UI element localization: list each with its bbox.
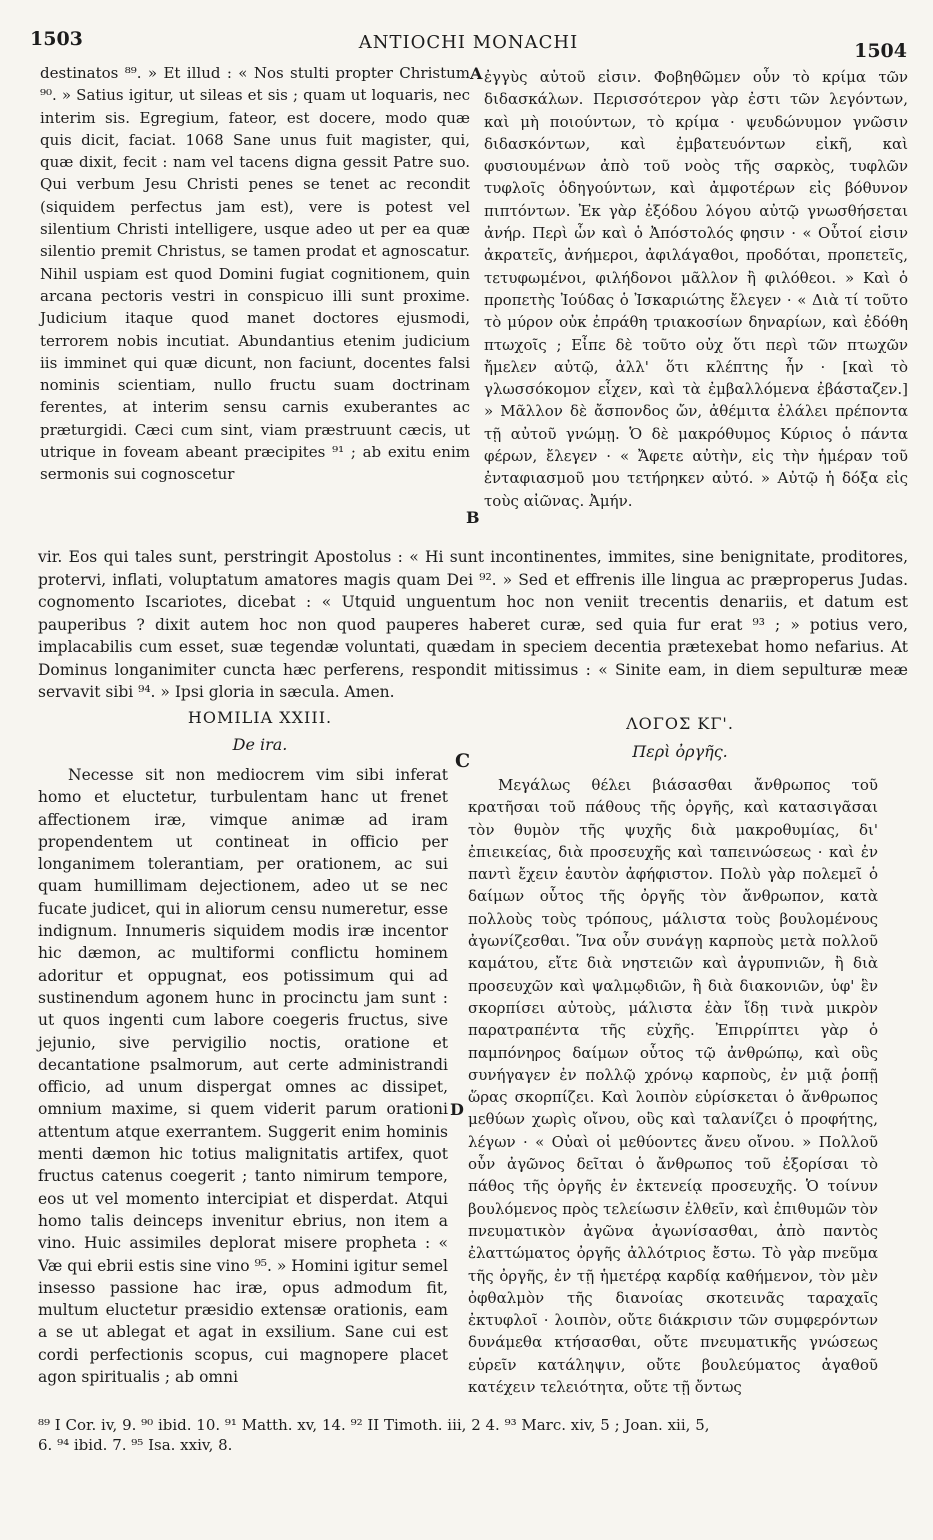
footnote-line-1: ⁸⁹ I Cor. iv, 9. ⁹⁰ ibid. 10. ⁹¹ Matth. xv, 14. ⁹² II Timoth. iii, 2 4. ⁹³ Marc. xiv, 5 ; Joan. xii, 5, [38, 1416, 710, 1434]
latin-bottom-text: Necesse sit non mediocrem vim sibi inferat homo et eluctetur, turbulentam hanc ut frenet affectionem iræ, vimque animæ ad iram propendentem ut contineat in officio per longanimem tolerantiam, per orationem, ac sui quam humillimam dejectionem, adeo ut se nec fucate judicet, qui in aliorum censu numeretur, esse indignum. Innumeris siquidem modis iræ incentor hic dæmon, ac multiformi conflictu hominem adoritur et oppugnat, eos potissimum qui ad sustinendum agonem hunc in procinctu jam sunt : ut quos ingenti cum labore coegeris fructus, sive jejunio, sive pervigilio noctis, oratione et decantatione psalmorum, aut certe administrandi officio, ad unum dispergat omnes ac dissipet, omnium maxime, si quem viderit parum orationi attentum atque exerrantem. Suggerit enim hominis menti dæmon hic totius malignitatis artifex, quot fructus catenus coegerit ; tanto nimirum tempore, eos ut vel momento intercipiat et disperdat. Atqui homo talis deinceps invenitur ebrius, non item a vino. Huic assimiles deplorat misere propheta : « Væ qui ebrii estis sine vino ⁹⁵. » Homini igitur semel insesso passione hac iræ, opus admodum fit, multum eluctetur præsidio extensæ orationis, eam a se ut ablegat et agat in exsilium. Sane cui est cordi perfectionis scopus, cui magnopere placet agon spiritualis ; ab omni [38, 766, 448, 1387]
margin-marker-c: C [455, 750, 471, 772]
homily-title: HOMILIA XXIII. [187, 708, 333, 727]
homily-subtitle: De ira. [232, 735, 288, 754]
logos-subtitle: Περὶ ὀργῆς. [632, 742, 728, 761]
page-number-left: 1503 [30, 28, 83, 50]
latin-column-bottom [38, 764, 448, 1388]
footnotes [38, 1415, 908, 1455]
greek-column-bottom [468, 774, 878, 1398]
greek-column-top [484, 66, 908, 512]
page-number-right: 1504 [854, 40, 907, 62]
latin-full-width [38, 546, 908, 704]
margin-marker-d: D [450, 1100, 464, 1119]
running-title: ANTIOCHI MONACHI [358, 32, 579, 53]
margin-marker-a: A [470, 64, 483, 83]
latin-column-top [40, 62, 470, 486]
latin-top-text: destinatos ⁸⁹. » Et illud : « Nos stulti propter Christum ⁹⁰. » Satius igitur, ut sileas et sis ; quam ut loquaris, nec interim sis. Egregium, fateor, est docere, modo quæ quis dicit, faciat. 1068 Sane unus fuit magister, qui, quæ dixit, fecit : nam vel tacens digna gessit Patre suo. Qui verbum Jesu Christi penes se tenet ac recondit (siquidem perfectus jam est), vere is potest vel silentium Christi intelligere, usque adeo ut per ea quæ silentio premit Christus, se tamen prodat et agnoscatur. Nihil uspiam est quod Domini fugiat cognitionem, quin arcana pectoris vestri in conspicuo illi sunt proxime. Judicium itaque quod manet doctores ejusmodi, terrorem nobis incutiat. Abundantius etenim judicium iis imminet qui quæ dicunt, non faciunt, docentes falsi nominis scientiam, nullo fructu suam doctrinam ferentes, at interim sensu carnis exuberantes ac præturgidi. Cæci cum sint, viam præstruunt cæcis, ut utrique in foveam abeant præcipites ⁹¹ ; ab exitu enim sermonis sui cognoscetur [40, 64, 470, 484]
greek-top-text: ἐγγὺς αὐτοῦ εἰσιν. Φοβηθῶμεν οὖν τὸ κρίμα τῶν διδασκάλων. Περισσότερον γὰρ ἐστι τῶν λεγόντων, καὶ μὴ ποιούντων, τὸ κρίμα · ψευδώνυμον γνῶσιν διδασκόντων, καὶ ἐμβατευόντων εἰκῆ, καὶ φυσιουμένων ἀπὸ τοῦ νοὸς τῆς σαρκὸς, τυφλῶν τυφλοῖς ὁδηγούντων, καὶ ἀμφοτέρων εἰς βόθυνον πιπτόντων. Ἐκ γὰρ ἐξόδου λόγου αὐτῷ γνωσθήσεται ἀνήρ. Περὶ ὧν καὶ ὁ Ἀπόστολός φησιν · « Οὗτοί εἰσιν ἀκρατεῖς, ἀνήμεροι, ἀφιλάγαθοι, προδόται, προπετεῖς, τετυφωμένοι, φιλήδονοι μᾶλλον ἢ φιλόθεοι. » Καὶ ὁ προπετὴς Ἰούδας ὁ Ἰσκαριώτης ἔλεγεν · « Διὰ τί τοῦτο τὸ μύρον οὐκ ἐπράθη τριακοσίων δηναρίων, καὶ ἐδόθη πτωχοῖς ; Εἶπε δὲ τοῦτο οὐχ ὅτι περὶ τῶν πτωχῶν ἤμελεν αὐτῷ, ἀλλ' ὅτι κλέπτης ἦν · [καὶ τὸ γλωσσόκομον εἶχεν, καὶ τὰ ἐμβαλλόμενα ἐβάσταζεν.] » Μᾶλλον δὲ ἄσπονδος ὤν, ἀθέμιτα ἐλάλει πρέποντα τῇ αὐτοῦ γνώμῃ. Ὁ δὲ μακρόθυμος Κύριος ὁ πάντα φέρων, ἔλεγεν · « Ἄφετε αὐτὴν, εἰς τὴν ἡμέραν τοῦ ἐνταφιασμοῦ μου τετήρηκεν αὐτό. » Αὐτῷ ἡ δόξα εἰς τοὺς αἰῶνας. Ἀμήν. [484, 68, 908, 510]
latin-full-text: vir. Eos qui tales sunt, perstringit Apostolus : « Hi sunt incontinentes, immites, sine benignitate, proditores, protervi, inflati, voluptatum amatores magis quam Dei ⁹². » Sed et effrenis ille lingua ac præproperus Judas. cognomento Iscariotes, dicebat : « Utquid unguentum hoc non veniit trecentis denariis, et datum est pauperibus ? dixit autem hoc non quod pauperes haberet curæ, sed quia fur erat ⁹³ ; » potius vero, implacabilis cum esset, suæ tegendæ voluntati, quædam in speciem decentia prætexebat homo nefarius. At Dominus longanimiter cuncta hæc perferens, respondit mitissimus : « Sinite eam, in diem sepulturæ meæ servavit sibi ⁹⁴. » Ipsi gloria in sæcula. Amen. [38, 548, 908, 701]
margin-marker-b: B [466, 508, 480, 527]
footnote-line-2: 6. ⁹⁴ ibid. 7. ⁹⁵ Isa. xxiv, 8. [38, 1436, 233, 1454]
page-header [30, 28, 907, 62]
logos-title: ΛΟΓΟΣ ΚΓ'. [626, 714, 734, 733]
greek-bottom-text: Μεγάλως θέλει βιάσασθαι ἄνθρωπος τοῦ κρατῆσαι τοῦ πάθους τῆς ὀργῆς, καὶ κατασιγᾶσαι τὸν θυμὸν τῆς ψυχῆς διὰ μακροθυμίας, δι' ἐπιεικείας, διὰ προσευχῆς καὶ ταπεινώσεως · καὶ ἐν παντὶ ἔχειν ἑαυτὸν ἀφήφιστον. Πολὺ γὰρ πολεμεῖ ὁ δαίμων οὗτος τῆς ὀργῆς τὸν ἄνθρωπον, κατὰ πολλοὺς τοὺς τρόπους, μάλιστα τοὺς βουλομένους ἀγωνίζεσθαι. Ἵνα οὖν συνάγῃ καρποὺς μετὰ πολλοῦ καμάτου, εἴτε διὰ νηστειῶν καὶ ἀγρυπνιῶν, ἢ διὰ προσευχῶν καὶ ψαλμῳδιῶν, ἢ διὰ διακονιῶν, ὑφ' ἓν σκορπίσει αὐτοὺς, μάλιστα ἐὰν ἴδῃ τινὰ μικρὸν παρατραπέντα τῆς εὐχῆς. Ἐπιρρίπτει γὰρ ὁ παμπόνηρος δαίμων οὗτος τῷ ἀνθρώπῳ, καὶ οὓς συνήγαγεν ἐν πολλῷ χρόνῳ καρποὺς, ἐν μιᾷ ῥοπῇ ὥρας σκορπίζει. Καὶ λοιπὸν εὑρίσκεται ὁ ἄνθρωπος μεθύων χωρὶς οἴνου, οὓς καὶ ταλανίζει ὁ προφήτης, λέγων · « Οὐαὶ οἱ μεθύοντες ἄνευ οἴνου. » Πολλοῦ οὖν ἀγῶνος δεῖται ὁ ἄνθρωπος τοῦ ἐξορίσαι τὸ πάθος τῆς ὀργῆς ἐν ἐκτενείᾳ προσευχῆς. Ὁ τοίνυν βουλόμενος πρὸς τελείωσιν ἐλθεῖν, καὶ ἐπιθυμῶν τὸν πνευματικὸν ἀγῶνα ἀγωνίσασθαι, ἀπὸ παντὸς ἐλαττώματος ὀργῆς ἀλλότριος ἔστω. Τὸ γὰρ πνεῦμα τῆς ὀργῆς, ἐν τῇ ἡμετέρᾳ καρδίᾳ καθήμενον, τὸν μὲν ὀφθαλμὸν τῆς διανοίας σκοτεινᾶς ταραχαῖς ἐκτυφλοῖ · λοιπὸν, οὔτε διάκρισιν τῶν συμφερόντων δυνάμεθα κτήσασθαι, οὔτε πνευματικῆς γνώσεως εὑρεῖν κατάληψιν, οὔτε βουλεύματος ἀγαθοῦ κατέχειν τελειότητα, οὔτε τῇ ὄντως [468, 776, 878, 1397]
